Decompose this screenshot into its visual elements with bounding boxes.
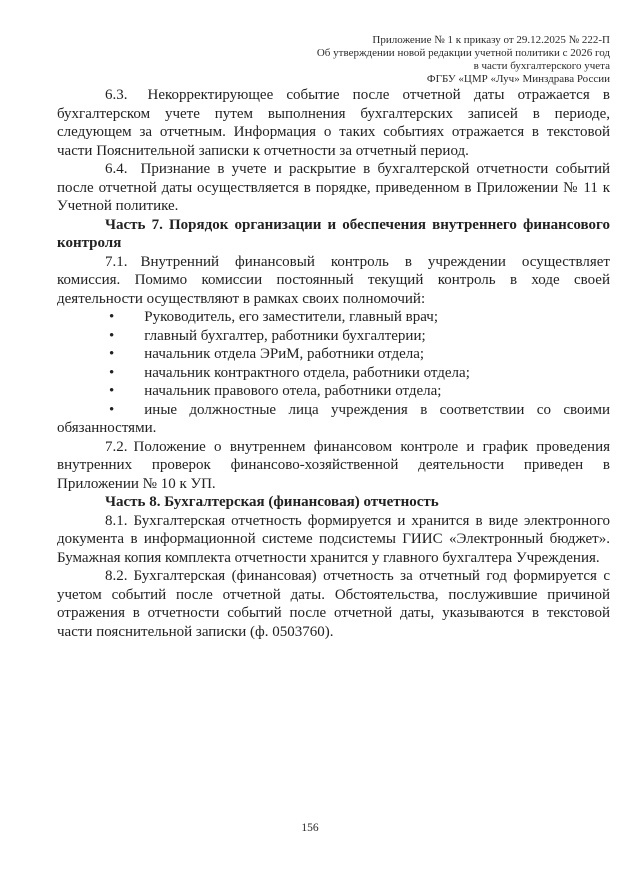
header-line-2: Об утверждении новой редакции учетной политики с 2026 год [316, 47, 610, 59]
bullet-marker-icon: • [109, 383, 115, 399]
header-line-3: в части бухгалтерского учета [473, 60, 610, 72]
page-number: 156 [301, 822, 319, 834]
bullet-marker-icon: • [109, 401, 115, 418]
list-item [57, 308, 610, 327]
list-item [57, 345, 610, 364]
clause-number-6-4: 6.4. [105, 161, 128, 177]
bullet-marker-icon: • [109, 327, 115, 344]
bullet-marker-icon: • [109, 309, 115, 325]
list-item-text: главный бухгалтер, работники бухгалтерии; [144, 327, 426, 344]
list-item [57, 401, 610, 438]
page-content [57, 34, 610, 641]
clause-number-8-2: 8.2. [105, 568, 128, 584]
list-item-text: начальник контрактного отдела, работники отдела; [144, 364, 470, 381]
paragraph-6-4 [57, 160, 610, 216]
bullet-marker-icon: • [109, 346, 115, 362]
list-item-text: иные должностные лица учреждения в соответствии со своими обязанностями. [57, 401, 610, 436]
paragraph-8-1 [57, 512, 610, 568]
bullet-list [57, 308, 610, 438]
header-line-4: ФГБУ «ЦМР «Луч» Минздрава России [426, 73, 610, 85]
bullet-marker-icon: • [109, 364, 115, 381]
clause-text-6-3: Некорректирующее событие после отчетной даты отражается в бухгалтерском учете путем выполнения бухгалтерских записей в периоде, следующем за отчетным. Информация о таких событиях отражается в текстовой части Пояснительной записки к отчетности за отчетный период. [57, 87, 610, 159]
list-item-text: Руководитель, его заместители, главный врач; [144, 309, 438, 325]
list-item [57, 327, 610, 346]
clause-text-7-2: Положение о внутреннем финансовом контроле и график проведения внутренних проверок финансово-хозяйственной деятельности приведен в Приложении № 10 к УП. [57, 438, 610, 492]
clause-number-8-1: 8.1. [105, 512, 128, 529]
section-heading-part-8: Часть 8. Бухгалтерская (финансовая) отчетность [105, 494, 439, 510]
clause-text-8-1: Бухгалтерская отчетность формируется и хранится в виде электронного документа в информационной системе подсистемы ГИИС «Электронный бюджет». Бумажная копия комплекта отчетности хранится у главного бухгалтера Учреждения. [57, 512, 610, 566]
clause-text-8-2: Бухгалтерская (финансовая) отчетность за отчетный год формируется с учетом событий после отчетной даты. Обстоятельства, послужившие причиной отражения в отчетности событий после отчетной даты, указываются в текстовой части пояснительной записки (ф. 0503760). [57, 568, 610, 640]
clause-text-7-1: Внутренний финансовый контроль в учреждении осуществляет комиссия. Помимо комиссии постоянный текущий контроль в ходе своей деятельности осуществляют в рамках своих полномочий: [57, 253, 610, 307]
paragraph-8-2 [57, 567, 610, 641]
clause-number-7-2: 7.2. [105, 438, 128, 455]
list-item [57, 382, 610, 401]
header-line-1: Приложение № 1 к приказу от 29.12.2025 № 222-П [372, 34, 610, 46]
clause-text-6-4: Признание в учете и раскрытие в бухгалтерской отчетности событий после отчетной даты осуществляется в порядке, приведенном в Приложении № 11 к Учетной политике. [57, 161, 610, 214]
paragraph-7-2 [57, 438, 610, 494]
document-header [57, 34, 610, 86]
clause-number-7-1: 7.1. [105, 253, 128, 270]
paragraph-6-3 [57, 86, 610, 160]
paragraph-7-1 [57, 253, 610, 309]
section-heading-part-7: Часть 7. Порядок организации и обеспечения внутреннего финансового контроля [57, 216, 610, 251]
list-item [57, 364, 610, 383]
list-item-text: начальник отдела ЭРиМ, работники отдела; [144, 346, 425, 362]
clause-number-6-3: 6.3. [105, 87, 128, 103]
list-item-text: начальник правового отела, работники отдела; [144, 383, 442, 399]
